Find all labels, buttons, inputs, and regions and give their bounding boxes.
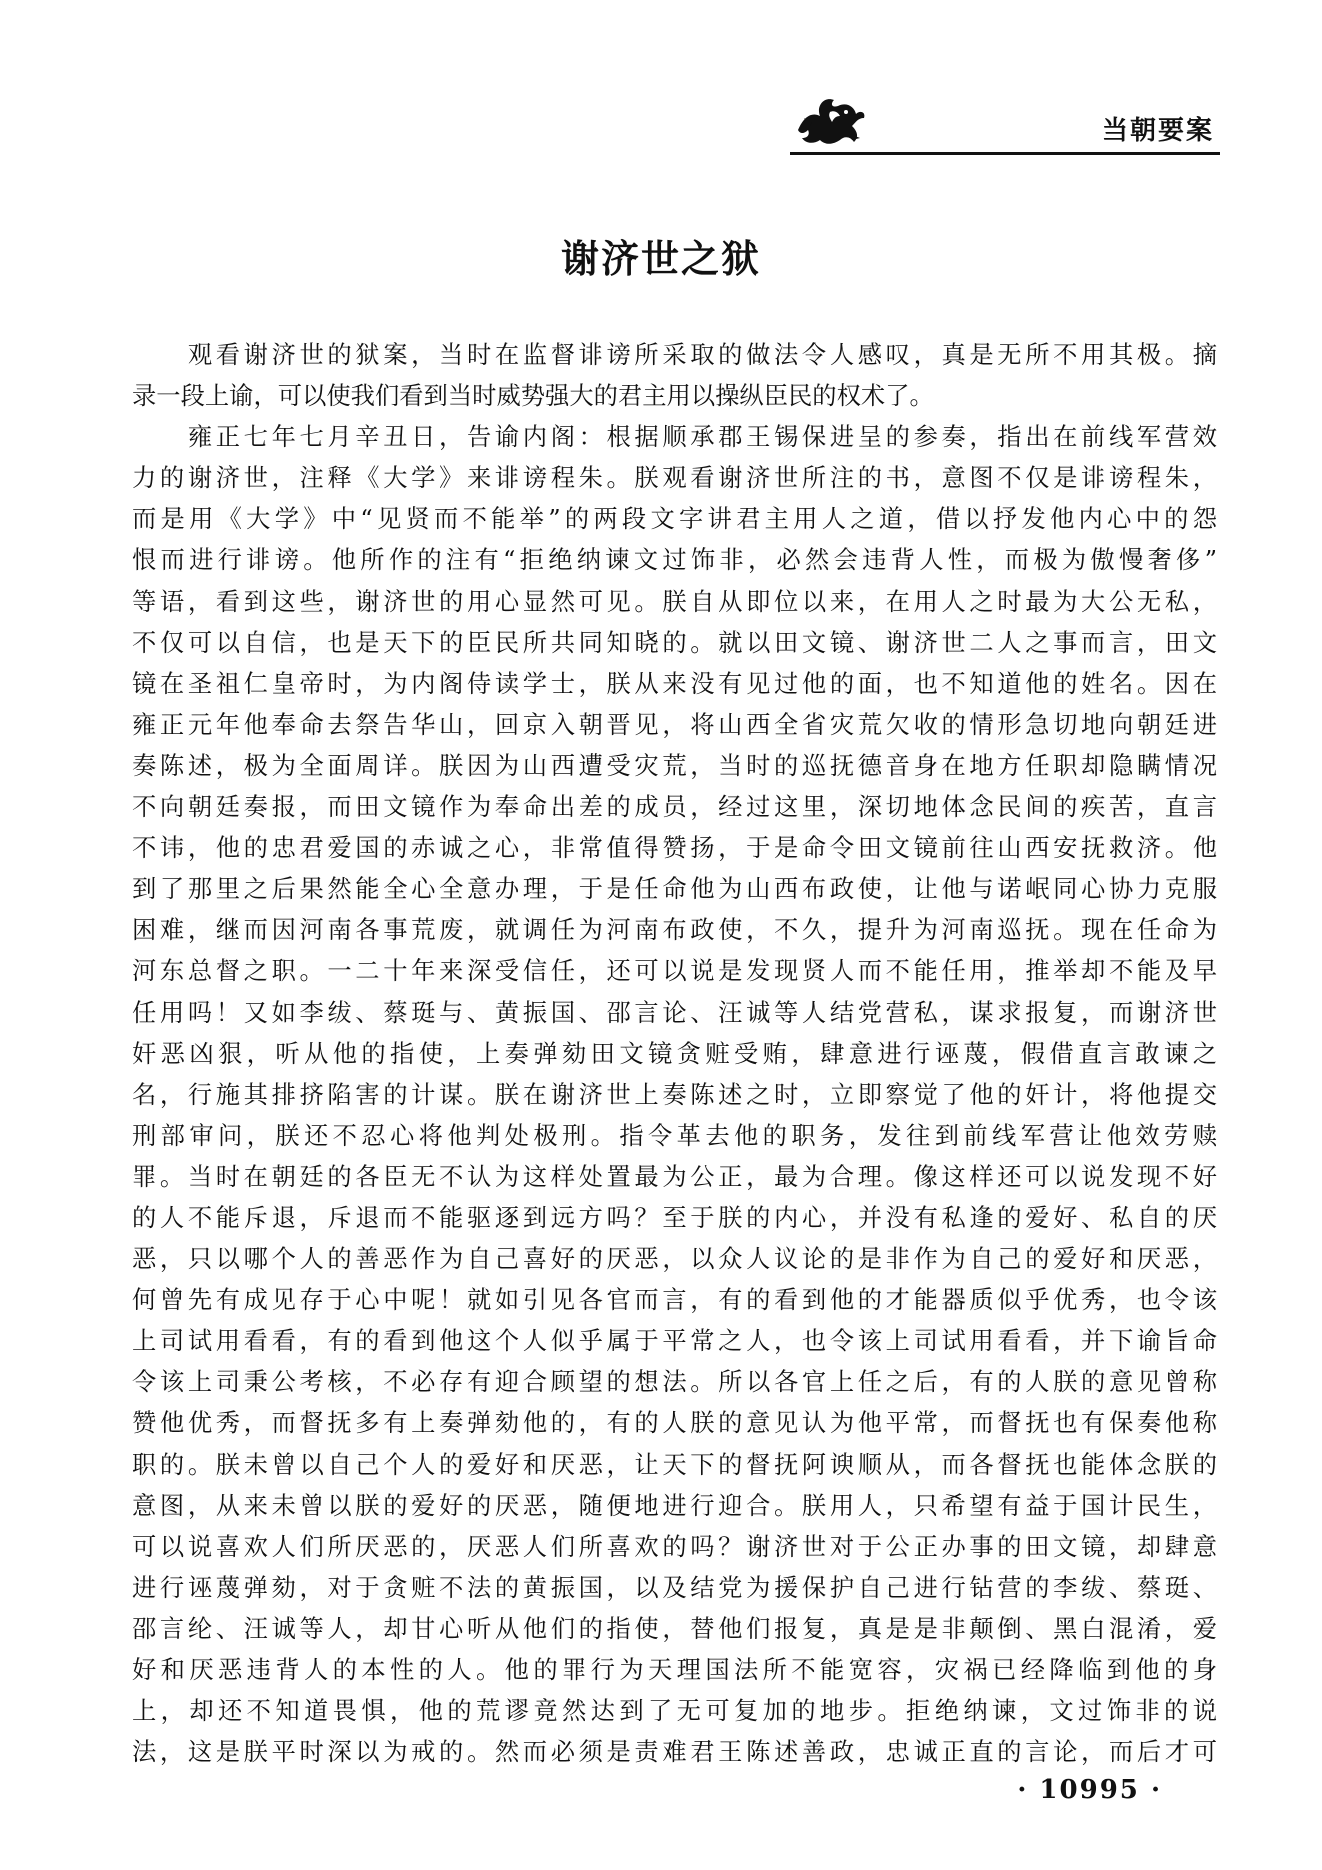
text-line: 上，却还不知道畏惧，他的荒谬竟然达到了无可复加的地步。拒绝纳谏，文过饰非的说 bbox=[132, 1696, 1217, 1726]
text-line: 罪。当时在朝廷的各臣无不认为这样处置最为公正，最为合理。像这样还可以说发现不好 bbox=[132, 1161, 1217, 1191]
text-line: 好和厌恶违背人的本性的人。他的罪行为天理国法所不能宽容，灾祸已经降临到他的身 bbox=[132, 1655, 1217, 1684]
text-line: 到了那里之后果然能全心全意办理，于是任命他为山西布政使，让他与诺岷同心协力克服 bbox=[132, 874, 1217, 904]
text-line: 何曾先有成见存于心中呢！就如引见各官而言，有的看到他的才能器质似乎优秀，也令该 bbox=[132, 1285, 1217, 1315]
text-line: 不讳，他的忠君爱国的赤诚之心，非常值得赞扬，于是命令田文镜前往山西安抚救济。他 bbox=[132, 833, 1217, 863]
text-line: 河东总督之职。一二十年来深受信任，还可以说是发现贤人而不能任用，推举却不能及早 bbox=[132, 956, 1217, 986]
text-line: 录一段上谕，可以使我们看到当时威势强大的君主用以操纵臣民的权术了。 bbox=[132, 381, 934, 411]
article-title: 谢济世之狱 bbox=[560, 237, 761, 281]
text-line: 进行诬蔑弹劾，对于贪赃不法的黄振国，以及结党为援保护自己进行钻营的李绂、蔡珽、 bbox=[132, 1572, 1217, 1602]
text-line: 奸恶凶狠，听从他的指使，上奏弹劾田文镜贪赃受贿，肆意进行诬蔑，假借直言敢谏之 bbox=[132, 1038, 1217, 1068]
text-line: 恶，只以哪个人的善恶作为自己喜好的厌恶，以众人议论的是非作为自己的爱好和厌恶， bbox=[132, 1244, 1217, 1274]
text-line: 法，这是朕平时深以为戒的。然而必须是责难君王陈述善政，忠诚正直的言论，而后才可 bbox=[132, 1737, 1217, 1767]
text-line: 力的谢济世，注释《大学》来诽谤程朱。朕观看谢济世所注的书，意图不仅是诽谤程朱， bbox=[132, 463, 1217, 493]
text-line: 可以说喜欢人们所厌恶的，厌恶人们所喜欢的吗？谢济世对于公正办事的田文镜，却肆意 bbox=[132, 1531, 1217, 1561]
dragon-emblem-icon bbox=[790, 86, 870, 150]
text-line: 意图，从来未曾以朕的爱好的厌恶，随便地进行迎合。朕用人，只希望有益于国计民生， bbox=[132, 1490, 1217, 1520]
text-line: 观看谢济世的狱案，当时在监督诽谤所采取的做法令人感叹，真是无所不用其极。摘 bbox=[132, 340, 1217, 369]
text-line: 名，行施其排挤陷害的计谋。朕在谢济世上奏陈述之时，立即察觉了他的奸计，将他提交 bbox=[132, 1079, 1217, 1109]
text-line: 困难，继而因河南各事荒废，就调任为河南布政使，不久，提升为河南巡抚。现在任命为 bbox=[132, 915, 1217, 945]
text-line: 职的。朕未曾以自己个人的爱好和厌恶，让天下的督抚阿谀顺从，而各督抚也能体念朕的 bbox=[132, 1449, 1217, 1479]
text-line: 赞他优秀，而督抚多有上奏弹劾他的，有的人朕的意见认为他平常，而督抚也有保奏他称 bbox=[132, 1408, 1217, 1438]
running-header bbox=[790, 68, 1220, 158]
text-line: 的人不能斥退，斥退而不能驱逐到远方吗？至于朕的内心，并没有私逢的爱好、私自的厌 bbox=[132, 1202, 1217, 1232]
text-line: 等语，看到这些，谢济世的用心显然可见。朕自从即位以来，在用人之时最为大公无私， bbox=[132, 586, 1217, 616]
text-line: 任用吗！又如李绂、蔡珽与、黄振国、邵言论、汪诚等人结党营私，谋求报复，而谢济世 bbox=[132, 997, 1217, 1027]
header-rule bbox=[790, 152, 1220, 155]
article-body bbox=[132, 334, 1217, 1772]
text-line: 镜在圣祖仁皇帝时，为内阁侍读学士，朕从来没有见过他的面，也不知道他的姓名。因在 bbox=[132, 668, 1217, 698]
text-line: 上司试用看看，有的看到他这个人似乎属于平常之人，也令该上司试用看看，并下谕旨命 bbox=[132, 1326, 1217, 1356]
text-line: 雍正元年他奉命去祭告华山，回京入朝晋见，将山西全省灾荒欠收的情形急切地向朝廷进 bbox=[132, 709, 1217, 739]
text-line: 不向朝廷奏报，而田文镜作为奉命出差的成员，经过这里，深切地体念民间的疾苦，直言 bbox=[132, 792, 1217, 822]
text-line: 令该上司秉公考核，不必存有迎合顾望的想法。所以各官上任之后，有的人朕的意见曾称 bbox=[132, 1367, 1217, 1397]
section-title: 当朝要案 bbox=[1101, 116, 1214, 146]
text-line: 雍正七年七月辛丑日，告谕内阁：根据顺承郡王锡保进呈的参奏，指出在前线军营效 bbox=[132, 422, 1217, 452]
text-line: 刑部审问，朕还不忍心将他判处极刑。指令革去他的职务，发往到前线军营让他效劳赎 bbox=[132, 1120, 1217, 1150]
text-line: 不仅可以自信，也是天下的臣民所共同知晓的。就以田文镜、谢济世二人之事而言，田文 bbox=[132, 627, 1217, 657]
text-line: 奏陈述，极为全面周详。朕因为山西遭受灾荒，当时的巡抚德音身在地方任职却隐瞒情况 bbox=[132, 750, 1217, 780]
text-line: 邵言纶、汪诚等人，却甘心听从他们的指使，替他们报复，真是是非颠倒、黑白混淆，爱 bbox=[132, 1613, 1217, 1643]
text-line: 而是用《大学》中“见贤而不能举”的两段文字讲君主用人之道，借以抒发他内心中的怨 bbox=[132, 504, 1217, 534]
text-line: 恨而进行诽谤。他所作的注有“拒绝纳谏文过饰非，必然会违背人性，而极为傲慢奢侈” bbox=[132, 545, 1217, 575]
page-number: · 10995 · bbox=[1017, 1775, 1162, 1805]
